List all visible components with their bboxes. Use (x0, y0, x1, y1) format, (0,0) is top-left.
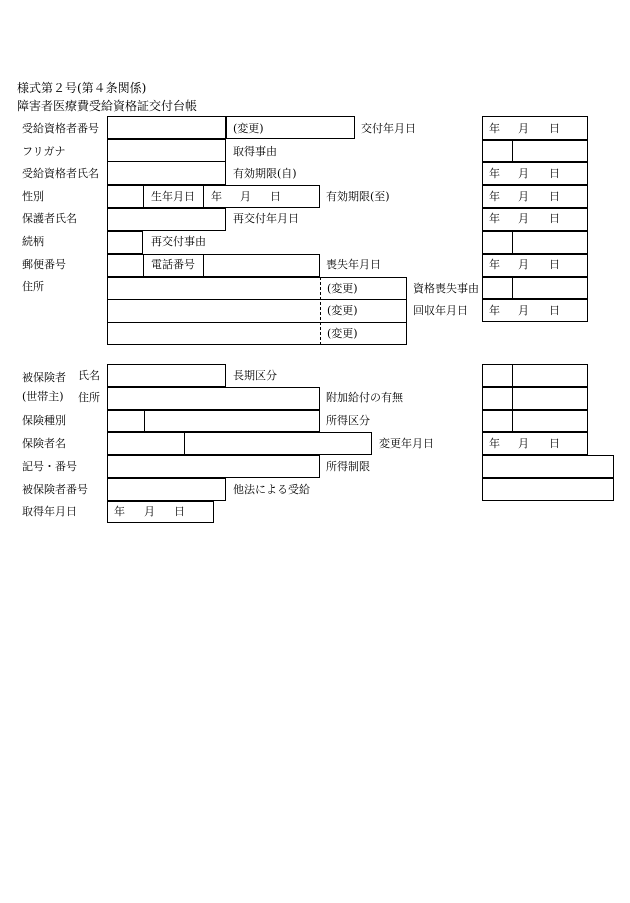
valid-to-day: 日 (549, 190, 560, 203)
label-acquisition-reason: 取得事由 (233, 145, 277, 158)
income-category-field[interactable] (482, 410, 588, 432)
insurer-name-field[interactable] (107, 432, 372, 455)
insured-number-field[interactable] (107, 478, 226, 501)
change-label-1: (変更) (233, 122, 264, 135)
disqualification-reason-field[interactable] (482, 277, 588, 299)
label-insured-person: 被保険者 (22, 371, 66, 384)
birth-year-unit: 年 (211, 190, 222, 203)
divider (107, 299, 407, 300)
label-additional-benefit: 附加給付の有無 (326, 391, 403, 404)
label-valid-from: 有効期限(自) (233, 167, 297, 180)
guardian-name-field[interactable] (107, 208, 226, 231)
income-limit-field[interactable] (482, 455, 614, 478)
divider (203, 254, 204, 277)
relationship-field[interactable] (107, 231, 143, 254)
insured-address-field[interactable] (107, 387, 320, 410)
valid-to-month: 月 (518, 190, 529, 203)
label-valid-to: 有効期限(至) (326, 190, 390, 203)
reissue-day: 日 (549, 212, 560, 225)
dashed-divider (320, 277, 321, 345)
label-recipient-number: 受給資格者番号 (22, 122, 99, 135)
acquisition-day: 日 (174, 505, 185, 518)
divider (203, 185, 204, 208)
label-reissue-reason: 再交付事由 (151, 235, 206, 248)
label-issue-date: 交付年月日 (361, 122, 416, 135)
reissue-month: 月 (518, 212, 529, 225)
label-sex: 性別 (22, 190, 44, 203)
change-label-address-3: (変更) (327, 327, 358, 340)
address-field[interactable] (107, 277, 407, 345)
label-householder: (世帯主) (22, 390, 64, 403)
birth-day-unit: 日 (270, 190, 281, 203)
label-income-category: 所得区分 (326, 414, 370, 427)
divider (144, 410, 145, 432)
issue-month: 月 (518, 122, 529, 135)
birth-month-unit: 月 (240, 190, 251, 203)
label-reissue-date: 再交付年月日 (233, 212, 299, 225)
label-recipient-name: 受給資格者氏名 (22, 167, 99, 180)
issue-year: 年 (489, 122, 500, 135)
reissue-reason-field[interactable] (482, 231, 588, 254)
label-insured-number: 被保険者番号 (22, 483, 88, 496)
reissue-year: 年 (489, 212, 500, 225)
divider (143, 185, 144, 208)
label-guardian-name: 保護者氏名 (22, 212, 77, 225)
insurance-type-field[interactable] (107, 410, 320, 432)
change-day: 日 (549, 437, 560, 450)
label-phone: 電話番号 (151, 258, 195, 271)
acquisition-reason-field[interactable] (482, 140, 588, 162)
label-address: 住所 (22, 280, 44, 293)
divider (512, 277, 513, 299)
change-month: 月 (518, 437, 529, 450)
form-title: 障害者医療費受給資格証交付台帳 (17, 99, 198, 113)
issue-day: 日 (549, 122, 560, 135)
postal-phone-row (107, 254, 320, 277)
label-insurer-name: 保険者名 (22, 437, 66, 450)
divider (512, 140, 513, 162)
label-furigana: フリガナ (22, 145, 66, 158)
label-insured-address: 住所 (78, 391, 100, 404)
change-label-address-2: (変更) (327, 304, 358, 317)
furigana-field[interactable] (107, 139, 226, 162)
collection-month: 月 (518, 304, 529, 317)
label-insured-name: 氏名 (78, 369, 100, 382)
collection-day: 日 (549, 304, 560, 317)
label-change-date: 変更年月日 (379, 437, 434, 450)
acquisition-month: 月 (144, 505, 155, 518)
label-insurance-type: 保険種別 (22, 414, 66, 427)
change-year: 年 (489, 437, 500, 450)
symbol-number-field[interactable] (107, 455, 320, 478)
divider (512, 231, 513, 254)
recipient-number-field[interactable] (107, 116, 226, 139)
collection-year: 年 (489, 304, 500, 317)
divider (143, 254, 144, 277)
loss-year: 年 (489, 258, 500, 271)
valid-to-year: 年 (489, 190, 500, 203)
form-number: 様式第２号(第４条関係) (17, 81, 147, 95)
loss-month: 月 (518, 258, 529, 271)
label-collection-date: 回収年月日 (413, 304, 468, 317)
divider (184, 432, 185, 455)
label-term-category: 長期区分 (233, 369, 277, 382)
valid-from-month: 月 (518, 167, 529, 180)
divider (512, 387, 513, 410)
loss-day: 日 (549, 258, 560, 271)
label-postal-code: 郵便番号 (22, 258, 66, 271)
valid-from-year: 年 (489, 167, 500, 180)
label-birth-date: 生年月日 (151, 190, 195, 203)
divider (512, 364, 513, 387)
acquisition-year: 年 (114, 505, 125, 518)
label-loss-date: 喪失年月日 (326, 258, 381, 271)
recipient-name-field[interactable] (107, 161, 226, 185)
label-relationship: 続柄 (22, 235, 44, 248)
label-symbol-number: 記号・番号 (22, 460, 77, 473)
divider (512, 410, 513, 432)
valid-from-day: 日 (549, 167, 560, 180)
divider (107, 322, 407, 323)
insured-name-field[interactable] (107, 364, 226, 387)
term-category-field[interactable] (482, 364, 588, 387)
label-income-limit: 所得制限 (326, 460, 370, 473)
label-disqualification-reason: 資格喪失事由 (413, 282, 479, 295)
label-acquisition-date: 取得年月日 (22, 505, 77, 518)
label-other-law-benefit: 他法による受給 (233, 483, 310, 496)
change-label-address-1: (変更) (327, 282, 358, 295)
additional-benefit-field[interactable] (482, 387, 588, 410)
other-law-benefit-field[interactable] (482, 478, 614, 501)
